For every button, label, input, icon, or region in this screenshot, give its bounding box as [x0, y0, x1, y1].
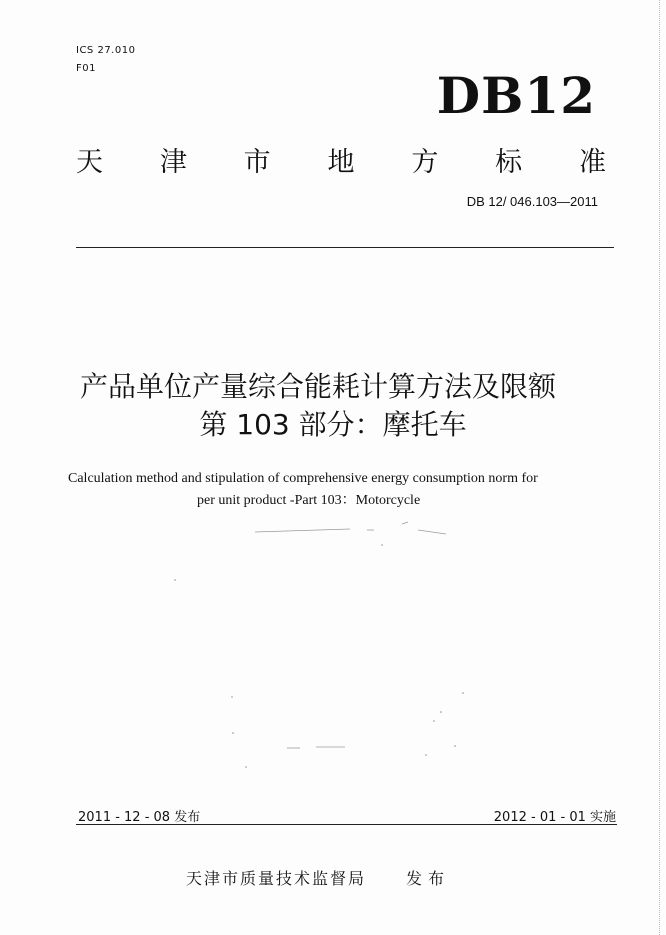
chinese-title-line1: 产品单位产量综合能耗计算方法及限额: [79, 370, 556, 403]
implementation-date: 2012 - 01 - 01 实施: [493, 810, 616, 825]
english-title: [0, 468, 666, 512]
footer-divider: [76, 824, 617, 825]
standard-type-char: 津: [159, 147, 187, 178]
classification-code: F01: [76, 63, 96, 74]
header-divider: [76, 247, 614, 248]
standard-type: [76, 140, 606, 179]
chinese-title: [0, 368, 666, 444]
issuer-action: 发布: [406, 869, 451, 888]
english-title-line2: per unit product -Part 103：Motorcycle: [197, 493, 421, 508]
standard-type-char: 市: [243, 147, 271, 178]
standard-type-char: 方: [411, 147, 439, 178]
standard-type-char: 地: [327, 147, 355, 178]
standard-type-char: 准: [578, 147, 606, 178]
issuer: [186, 866, 450, 889]
standard-code: DB 12/ 046.103—2011: [466, 194, 598, 209]
standard-type-char: 标: [495, 147, 523, 178]
db-logo: DB12: [436, 66, 596, 125]
standard-type-char: 天: [76, 147, 103, 178]
issuer-name: 天津市质量技术监督局: [186, 869, 367, 888]
issue-date: 2011 - 12 - 08 发布: [78, 810, 201, 825]
ics-code: ICS 27.010: [76, 45, 136, 56]
english-title-line1: Calculation method and stipulation of comprehensive energy consumption norm for: [68, 471, 538, 486]
page-edge: [659, 0, 660, 935]
chinese-title-line2: 第 103 部分：摩托车: [199, 408, 467, 441]
